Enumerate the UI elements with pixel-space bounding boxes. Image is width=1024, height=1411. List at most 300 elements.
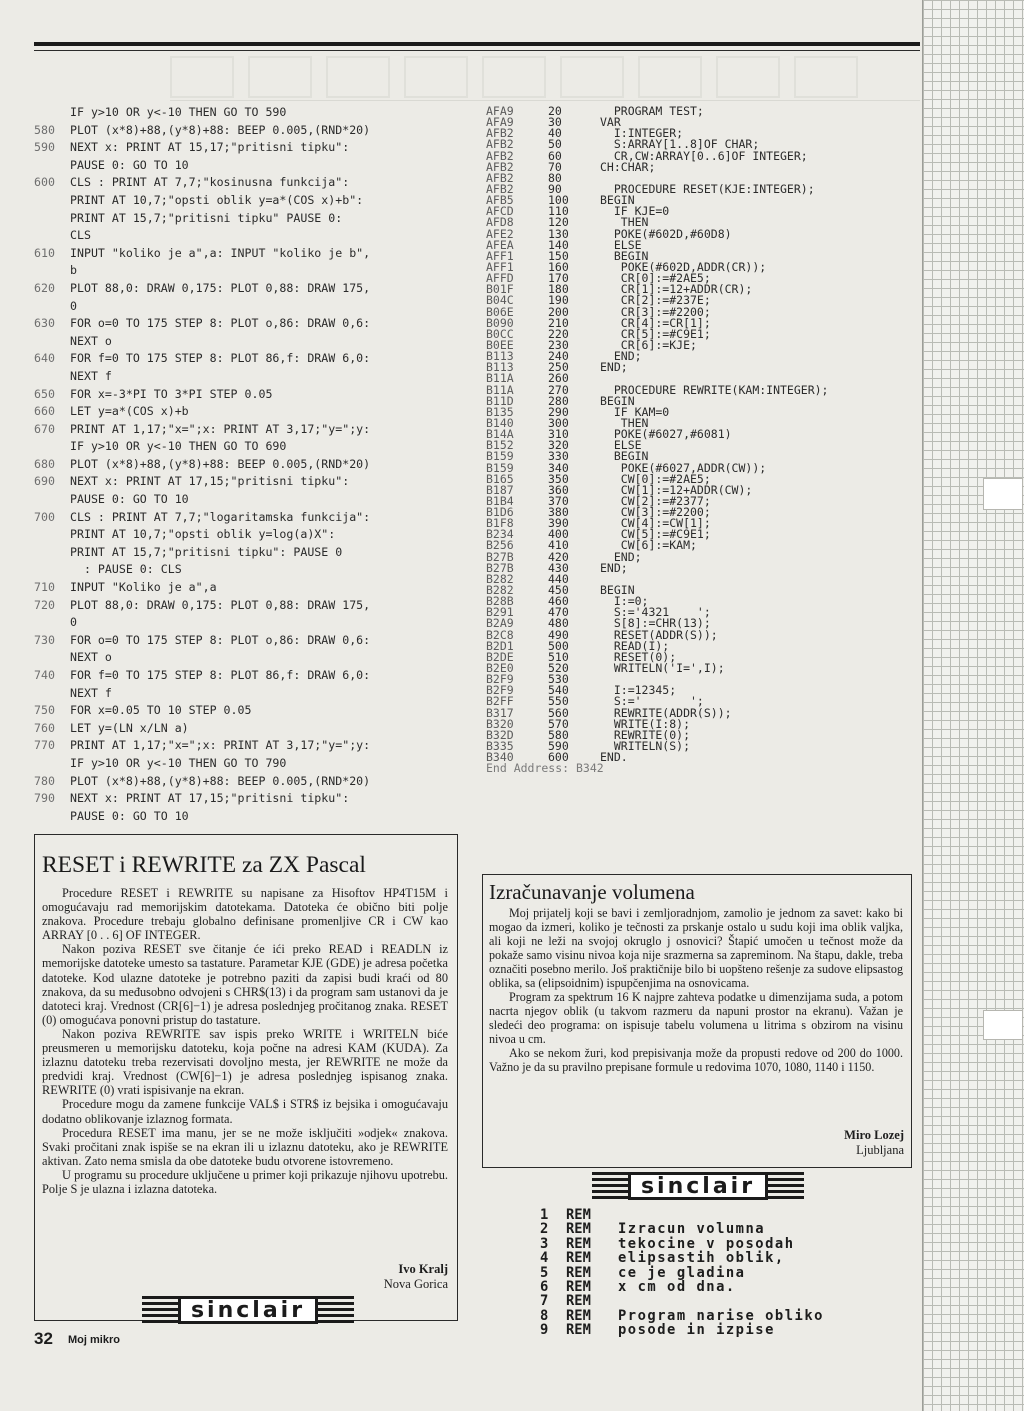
- line-number: 110: [548, 204, 569, 219]
- line-number: 490: [548, 627, 569, 642]
- rem-keyword: REM: [566, 1221, 591, 1238]
- line-number: 300: [548, 415, 569, 430]
- sinclair-logo: [592, 1172, 804, 1200]
- code-line: [34, 298, 470, 316]
- code-text: REWRITE(ADDR(S));: [600, 705, 732, 720]
- memory-address: B2C8: [486, 627, 514, 642]
- memory-address: B159: [486, 449, 514, 464]
- memory-address: AFB2: [486, 137, 514, 152]
- code-text: CH:CHAR;: [600, 159, 656, 174]
- code-text: PROCEDURE RESET(KJE:INTEGER);: [600, 181, 815, 196]
- code-text: PRINT AT 15,7;"pritisni tipku" PAUSE 0:: [70, 210, 343, 225]
- memory-address: B165: [486, 471, 514, 486]
- code-line: [34, 526, 470, 544]
- line-number: [34, 561, 70, 579]
- line-number: 370: [548, 493, 569, 508]
- code-line: [34, 737, 470, 755]
- memory-address: AFCD: [486, 204, 514, 219]
- line-number: 8: [540, 1307, 549, 1324]
- code-text: NEXT o: [70, 650, 112, 665]
- line-number: 230: [548, 337, 569, 352]
- memory-address: AFEA: [486, 237, 514, 252]
- rem-line: [540, 1251, 920, 1265]
- code-line: [34, 597, 470, 615]
- line-number: 560: [548, 705, 569, 720]
- line-number: 220: [548, 326, 569, 341]
- code-text: IF y>10 OR y<-10 THEN GO TO 790: [70, 755, 287, 770]
- code-text: PROGRAM TEST;: [600, 104, 704, 118]
- code-line: [34, 139, 470, 157]
- code-text: PRINT AT 15,7;"pritisni tipku": PAUSE 0: [70, 544, 343, 559]
- code-text: PROCEDURE REWRITE(KAM:INTEGER);: [600, 382, 829, 397]
- rem-line: [540, 1266, 920, 1280]
- code-text: CR[2]:=#237E;: [600, 293, 711, 308]
- code-text: CW[4]:=CW[1];: [600, 516, 711, 531]
- line-number: 640: [34, 351, 55, 366]
- code-text: CR[4]:=CR[1];: [600, 315, 711, 330]
- sinclair-logo-text: sinclair: [190, 1297, 306, 1323]
- line-number: 3: [540, 1235, 549, 1252]
- line-number: 160: [548, 259, 569, 274]
- memory-address: B01F: [486, 282, 514, 297]
- line-number: [34, 526, 70, 544]
- rem-line: [540, 1208, 920, 1222]
- code-line: [34, 280, 470, 298]
- code-line: [34, 614, 470, 632]
- code-line: [34, 561, 470, 579]
- memory-address: B113: [486, 349, 514, 364]
- memory-address: B2A9: [486, 616, 514, 631]
- line-number: 320: [548, 438, 569, 453]
- line-number: 730: [34, 632, 55, 647]
- code-text: INPUT "koliko je a",a: INPUT "koliko je b",: [70, 245, 371, 260]
- line-number: 360: [548, 482, 569, 497]
- basic-listing: [34, 104, 470, 825]
- article-paragraph: Procedure RESET i REWRITE su napisane za Hisoftov HP4T15M i omogućavaju rad memorijskim datotekama. Datoteka će obično biti polje znakova. Procedure trebaju globalno definisane promenljive CR i CW kao ARRAY [0 . . 6] OF INTEGER.: [42, 886, 448, 943]
- rem-line: [540, 1294, 920, 1308]
- sinclair-logo: [142, 1296, 354, 1324]
- line-number: 140: [548, 237, 569, 252]
- memory-address: B140: [486, 415, 514, 430]
- memory-address: B2FF: [486, 694, 514, 709]
- rem-text: ce je gladina: [618, 1264, 746, 1281]
- code-text: CLS : PRINT AT 7,7;"logaritamska funkcija":: [70, 509, 371, 524]
- article-paragraph: Ako se nekom žuri, kod prepisivanja može da propusti redove od 200 do 1000. Važno je da su pravilno prepisane formule u redovima 1070, 1080, 1140 i 1150.: [489, 1046, 903, 1074]
- memory-address: B11D: [486, 393, 514, 408]
- line-number: 500: [548, 638, 569, 653]
- code-text: PRINT AT 1,17;"x=";x: PRINT AT 3,17;"y=";y:: [70, 738, 371, 753]
- code-text: CR[3]:=#2200;: [600, 304, 711, 319]
- line-number: 780: [34, 773, 55, 788]
- line-number: 600: [34, 175, 55, 190]
- code-text: [600, 574, 906, 585]
- line-number: [34, 368, 70, 386]
- line-number: 660: [34, 404, 55, 419]
- rem-text: x cm od dna.: [618, 1279, 736, 1296]
- code-line: [34, 544, 470, 562]
- memory-address: AFB2: [486, 170, 514, 185]
- rem-keyword: REM: [566, 1250, 591, 1267]
- line-number: 580: [34, 122, 55, 137]
- line-number: 670: [34, 421, 55, 436]
- line-number: 2: [540, 1221, 549, 1238]
- code-text: b: [70, 263, 77, 278]
- code-line: [34, 157, 470, 175]
- memory-address: B090: [486, 315, 514, 330]
- memory-address: AFF1: [486, 248, 514, 263]
- line-number: [34, 614, 70, 632]
- line-number: 50: [548, 137, 562, 152]
- memory-address: B187: [486, 482, 514, 497]
- memory-address: B14A: [486, 427, 514, 442]
- code-line: [34, 473, 470, 491]
- end-address: End Address: B342: [486, 761, 604, 776]
- code-line: [34, 104, 470, 122]
- memory-address: AFB5: [486, 193, 514, 208]
- code-line: [34, 579, 470, 597]
- memory-address: B256: [486, 538, 514, 553]
- code-text: POKE(#602D,#60D8): [600, 226, 732, 241]
- memory-address: AFB2: [486, 148, 514, 163]
- code-line: [34, 667, 470, 685]
- line-number: 270: [548, 382, 569, 397]
- code-text: PAUSE 0: GO TO 10: [70, 492, 189, 507]
- memory-address: B2F9: [486, 672, 514, 687]
- article-paragraph: Program za spektrum 16 K najpre zahteva podatke u dimenzijama suda, a potom nacrta njegov oblik (u takvom razmeru da napuni prostor na ekranu). Važan je sledeći deo programa: on ispisuje tabelu volumena u litrima s obzirom na visinu nivoa u cm.: [489, 990, 903, 1046]
- line-number: 100: [548, 193, 569, 208]
- code-text: 0: [70, 615, 77, 630]
- line-number: 540: [548, 683, 569, 698]
- code-line: [34, 720, 470, 738]
- memory-address: B0CC: [486, 326, 514, 341]
- memory-address: B335: [486, 739, 514, 754]
- code-text: PLOT (x*8)+88,(y*8)+88: BEEP 0.005,(RND*20): [70, 122, 371, 137]
- line-number: 130: [548, 226, 569, 241]
- code-text: CW[1]:=12+ADDR(CW);: [600, 482, 753, 497]
- memory-address: B28B: [486, 594, 514, 609]
- line-number: 710: [34, 580, 55, 595]
- code-text: CW[3]:=#2200;: [600, 505, 711, 520]
- line-number: 600: [548, 750, 569, 765]
- code-text: S:=' ';: [600, 694, 704, 709]
- code-text: END;: [600, 549, 642, 564]
- article-paragraph: Procedure mogu da zamene funkcije VAL$ i STR$ iz bejsika i omogućavaju dodatno oblikovanje izlaznog formata.: [42, 1097, 448, 1126]
- line-number: 520: [548, 661, 569, 676]
- rem-keyword: REM: [566, 1293, 591, 1310]
- line-number: 310: [548, 427, 569, 442]
- line-number: [34, 438, 70, 456]
- code-line: [34, 773, 470, 791]
- top-rule: [34, 42, 920, 46]
- code-text: CLS : PRINT AT 7,7;"kosinusna funkcija":: [70, 175, 350, 190]
- top-rule-thin: [34, 50, 920, 51]
- rem-text: Izracun volumna: [618, 1221, 766, 1238]
- line-number: 410: [548, 538, 569, 553]
- line-number: 480: [548, 616, 569, 631]
- code-line: [34, 174, 470, 192]
- article-title: Izračunavanje volumena: [489, 880, 695, 904]
- code-text: : PAUSE 0: CLS: [70, 562, 182, 577]
- line-number: 750: [34, 703, 55, 718]
- code-text: WRITE(I:8);: [600, 716, 691, 731]
- line-number: 380: [548, 505, 569, 520]
- line-number: 210: [548, 315, 569, 330]
- line-number: 700: [34, 509, 55, 524]
- line-number: 60: [548, 148, 562, 163]
- rem-keyword: REM: [566, 1264, 591, 1281]
- rem-line: [540, 1280, 920, 1294]
- code-text: PAUSE 0: GO TO 10: [70, 157, 189, 172]
- memory-address: AFD8: [486, 215, 514, 230]
- rem-text: posode in izpise: [618, 1322, 775, 1339]
- code-text: WRITELN(S);: [600, 739, 691, 754]
- code-line: [34, 262, 470, 280]
- edge-registration-mark: [983, 1010, 1023, 1040]
- line-number: 330: [548, 449, 569, 464]
- code-text: POKE(#6027,ADDR(CW));: [600, 460, 767, 475]
- memory-address: B135: [486, 404, 514, 419]
- code-text: POKE(#602D,ADDR(CR));: [600, 259, 767, 274]
- code-text: POKE(#6027,#6081): [600, 427, 732, 442]
- code-text: S:ARRAY[1..8]OF CHAR;: [600, 137, 760, 152]
- line-number: 590: [34, 140, 55, 155]
- rem-text: [618, 1208, 920, 1222]
- memory-address: AFE2: [486, 226, 514, 241]
- code-text: PRINT AT 1,17;"x=";x: PRINT AT 3,17;"y=";y:: [70, 421, 371, 436]
- code-text: FOR f=0 TO 175 STEP 8: PLOT 86,f: DRAW 6,0:: [70, 351, 371, 366]
- code-line: [34, 210, 470, 228]
- code-text: NEXT x: PRINT AT 15,17;"pritisni tipku":: [70, 140, 350, 155]
- code-text: S[8]:=CHR(13);: [600, 616, 711, 631]
- code-line: [34, 509, 470, 527]
- line-number: 430: [548, 560, 569, 575]
- magazine-name: Moj mikro: [68, 1334, 120, 1346]
- code-text: VAR: [600, 115, 621, 130]
- rem-text: [618, 1294, 920, 1308]
- line-number: 30: [548, 115, 562, 130]
- code-line: [34, 702, 470, 720]
- code-text: PAUSE 0: GO TO 10: [70, 808, 189, 823]
- line-number: 280: [548, 393, 569, 408]
- author-place: Nova Gorica: [383, 1277, 448, 1291]
- line-number: 470: [548, 605, 569, 620]
- rem-keyword: REM: [566, 1322, 591, 1339]
- sinclair-logo-text: sinclair: [640, 1173, 756, 1199]
- line-number: [34, 685, 70, 703]
- memory-address: B2E0: [486, 661, 514, 676]
- code-text: ELSE: [600, 237, 642, 252]
- code-line: [34, 122, 470, 140]
- code-text: PLOT 88,0: DRAW 0,175: PLOT 0,88: DRAW 175,: [70, 280, 371, 295]
- line-number: 720: [34, 597, 55, 612]
- memory-address: AFB2: [486, 181, 514, 196]
- memory-address: B340: [486, 750, 514, 765]
- code-text: BEGIN: [600, 193, 635, 208]
- line-number: 260: [548, 371, 569, 386]
- code-text: FOR f=0 TO 175 STEP 8: PLOT 86,f: DRAW 6,0:: [70, 668, 371, 682]
- code-line: [34, 438, 470, 456]
- code-text: NEXT o: [70, 333, 112, 348]
- code-text: FOR x=0.05 TO 10 STEP 0.05: [70, 703, 252, 718]
- line-number: 620: [34, 280, 55, 295]
- code-text: CR[0]:=#2AE5;: [600, 271, 711, 286]
- rem-line: [540, 1237, 920, 1251]
- memory-address: B27B: [486, 560, 514, 575]
- code-text: CLS: [70, 228, 91, 243]
- rem-keyword: REM: [566, 1279, 591, 1296]
- line-number: [34, 157, 70, 175]
- line-number: 150: [548, 248, 569, 263]
- line-number: 440: [548, 571, 569, 586]
- line-number: 120: [548, 215, 569, 230]
- code-line: [34, 333, 470, 351]
- article-paragraph: Procedura RESET ima manu, jer se ne može isključiti »odjek« znakova. Svaki pročitani znak ispiše se na ekran ili u izlaznu datoteku, ako je REWRITE aktivan. Zato nema smisla da obe datoteke budu otvorene istovremeno.: [42, 1125, 448, 1168]
- code-line: [34, 350, 470, 368]
- code-line: [34, 755, 470, 773]
- code-text: NEXT f: [70, 685, 112, 700]
- memory-address: B282: [486, 571, 514, 586]
- pascal-listing: [486, 106, 906, 774]
- memory-address: B291: [486, 605, 514, 620]
- author-place: Ljubljana: [856, 1143, 904, 1157]
- line-number: 390: [548, 516, 569, 531]
- line-number: [34, 298, 70, 316]
- line-number: [34, 808, 70, 826]
- code-line: [34, 685, 470, 703]
- memory-address: B234: [486, 527, 514, 542]
- code-line: [34, 368, 470, 386]
- line-number: 290: [548, 404, 569, 419]
- line-number: 790: [34, 791, 55, 806]
- line-number: 510: [548, 649, 569, 664]
- rem-text: tekocine v posodah: [618, 1235, 795, 1252]
- memory-address: B11A: [486, 382, 514, 397]
- line-number: 580: [548, 727, 569, 742]
- code-text: I:=0;: [600, 594, 649, 609]
- code-line: [34, 808, 470, 826]
- memory-address: AFB2: [486, 126, 514, 141]
- line-number: 420: [548, 549, 569, 564]
- code-line: [34, 245, 470, 263]
- code-text: I:INTEGER;: [600, 126, 684, 141]
- rem-listing: [540, 1208, 920, 1338]
- line-number: 450: [548, 583, 569, 598]
- code-text: PLOT (x*8)+88,(y*8)+88: BEEP 0.005,(RND*20): [70, 456, 371, 471]
- memory-address: AFA9: [486, 115, 514, 130]
- code-text: I:=12345;: [600, 683, 677, 698]
- article-paragraph: Moj prijatelj koji se bavi i zemljoradnjom, zamolio je jednom za savet: kako bi mogao da izmeri, koliko je tečnosti za prskanje ostalo u sudu koji ima oblik valjka, ali koji ne leži na svojoj okruglo j osnovici? Štapić umočen u tečnost može da pokaže samo visinu nivoa koja nije srazmerna sa zapreminom. Na štapu, dakle, treba označiti posebno merilo. Još praktičnije bilo bi uopšteno rešenje za sudove elipsastog oblika, sa (elipsoidnim) ispupčenjima na osnovicama.: [489, 906, 903, 990]
- memory-address: B04C: [486, 293, 514, 308]
- line-number: 740: [34, 668, 55, 682]
- memory-address: B113: [486, 360, 514, 375]
- line-number: 20: [548, 104, 562, 118]
- show-through-banner: [170, 56, 920, 101]
- code-text: CR[6]:=KJE;: [600, 337, 697, 352]
- rem-line: [540, 1323, 920, 1337]
- author-name: Ivo Kralj: [398, 1262, 448, 1276]
- code-text: BEGIN: [600, 393, 635, 408]
- code-text: RESET(ADDR(S));: [600, 627, 718, 642]
- line-number: 190: [548, 293, 569, 308]
- line-number: 180: [548, 282, 569, 297]
- rem-keyword: REM: [566, 1235, 591, 1252]
- memory-address: B282: [486, 583, 514, 598]
- line-number: [34, 192, 70, 210]
- edge-registration-mark: [983, 478, 1023, 510]
- line-number: 90: [548, 181, 562, 196]
- article-body: [42, 886, 448, 1196]
- code-text: LET y=a*(COS x)+b: [70, 404, 189, 419]
- line-number: 650: [34, 386, 55, 401]
- memory-address: B06E: [486, 304, 514, 319]
- code-text: INPUT "Koliko je a",a: [70, 580, 217, 595]
- memory-address: B11A: [486, 371, 514, 386]
- memory-address: B2F9: [486, 683, 514, 698]
- line-number: 80: [548, 170, 562, 185]
- line-number: 250: [548, 360, 569, 375]
- line-number: 6: [540, 1279, 549, 1296]
- memory-address: B1B4: [486, 493, 514, 508]
- memory-address: AFFD: [486, 271, 514, 286]
- line-number: 460: [548, 594, 569, 609]
- code-text: IF y>10 OR y<-10 THEN GO TO 590: [70, 105, 287, 119]
- memory-address: B27B: [486, 549, 514, 564]
- code-text: READ(I);: [600, 638, 670, 653]
- line-number: [34, 210, 70, 228]
- code-text: END;: [600, 360, 628, 375]
- code-text: LET y=(LN x/LN a): [70, 720, 189, 735]
- line-number: [34, 544, 70, 562]
- rem-text: Program narise obliko: [618, 1307, 824, 1324]
- memory-address: B159: [486, 460, 514, 475]
- code-line: [34, 632, 470, 650]
- line-number: [34, 333, 70, 351]
- code-text: THEN: [600, 215, 649, 230]
- code-text: BEGIN: [600, 248, 649, 263]
- line-number: [34, 104, 70, 122]
- code-text: THEN: [600, 415, 649, 430]
- code-line: [34, 386, 470, 404]
- line-number: 350: [548, 471, 569, 486]
- code-line: [34, 456, 470, 474]
- line-number: 340: [548, 460, 569, 475]
- line-number: 760: [34, 720, 55, 735]
- rem-line: [540, 1309, 920, 1323]
- code-line: [34, 192, 470, 210]
- code-text: CR,CW:ARRAY[0..6]OF INTEGER;: [600, 148, 808, 163]
- article-paragraph: Nakon poziva REWRITE sav ispis preko WRITE i WRITELN biće preusmeren u memorijsku datoteku, koja počne na adresi KAM (KUDA). Za izlaznu datoteku treba rezervisati dovoljno mesta, jer REWRITE ne može da predvidi kraj. Vrednost (CW[6]−1) je adresa poslednjeg ispisanog znaka. REWRITE (0) vrati ispisivanje na ekran.: [42, 1026, 448, 1098]
- line-number: 40: [548, 126, 562, 141]
- article-title: RESET i REWRITE za ZX Pascal: [42, 852, 366, 878]
- line-number: 170: [548, 271, 569, 286]
- memory-address: B0EE: [486, 337, 514, 352]
- line-number: [34, 227, 70, 245]
- line-number: 630: [34, 316, 55, 331]
- line-number: 590: [548, 739, 569, 754]
- code-line: [34, 790, 470, 808]
- article-paragraph: U programu su procedure uključene u primer koji prikazuje njihovu upotrebu. Polje S je ulazna i izlazna datoteka.: [42, 1167, 448, 1196]
- article-signature: [700, 1128, 904, 1158]
- memory-address: B152: [486, 438, 514, 453]
- memory-address: B2DE: [486, 649, 514, 664]
- code-text: NEXT f: [70, 368, 112, 383]
- memory-address: AFA9: [486, 104, 514, 118]
- article-signature: [248, 1262, 448, 1292]
- memory-address: B1F8: [486, 516, 514, 531]
- rem-keyword: REM: [566, 1207, 591, 1223]
- memory-address: B317: [486, 705, 514, 720]
- code-text: FOR o=0 TO 175 STEP 8: PLOT o,86: DRAW 0,6:: [70, 316, 371, 331]
